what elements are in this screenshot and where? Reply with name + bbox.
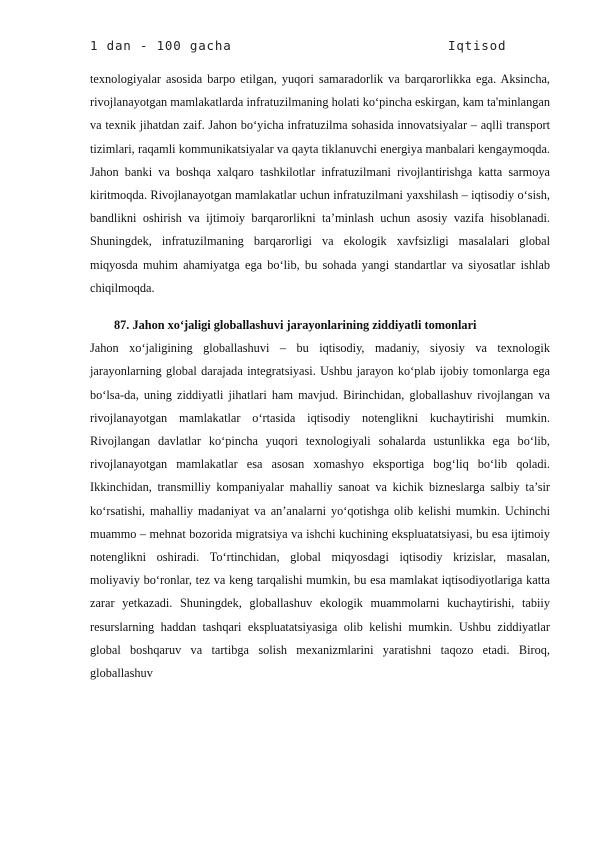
header-subject-label: Iqtisod [448, 38, 507, 53]
page-header [90, 38, 510, 56]
section-spacer [90, 300, 550, 314]
body-paragraph-infrastructure: texnologiyalar asosida barpo etilgan, yuqori samaradorlik va barqarorlikka ega. Aksincha, rivojlanayotgan mamlakatlarda infratuzilmaning holati ko‘pincha eskirgan, kam ta'minlangan va texnik jihatdan zaif. Jahon bo‘yicha infratuzilma sohasida innovatsiyalar – aqlli transport tizimlari, raqamli kommunikatsiyalar va qayta tiklanuvchi energiya manbalari kengaymoqda. Jahon banki va boshqa xalqaro tashkilotlar infratuzilmani rivojlantirishga katta sarmoya kiritmoqda. Rivojlanayotgan mamlakatlar uchun infratuzilmani yaxshilash – iqtisodiy o‘sish, bandlikni oshirish va ijtimoiy barqarorlikni ta’minlash uchun asosiy vazifa hisoblanadi. Shuningdek, infratuzilmaning barqarorligi va ekologik xavfsizligi masalalari global miqyosda muhim ahamiyatga ega bo‘lib, bu sohada yangi standartlar va siyosatlar ishlab chiqilmoqda. [90, 72, 550, 295]
section-heading: 87. Jahon xo‘jaligi globallashuvi jarayonlarining ziddiyatli tomonlari [114, 318, 477, 333]
body-paragraph-globalization: Jahon xo‘jaligining globallashuvi – bu iqtisodiy, madaniy, siyosiy va texnologik jarayonlarning global darajada integratsiyasi. Ushbu jarayon ko‘plab ijobiy tomonlarga ega bo‘lsa-da, uning ziddiyatli jihatlari ham mavjud. Birinchidan, globallashuv rivojlangan va rivojlanayotgan mamlakatlar o‘rtasida iqtisodiy notenglikni kuchaytirishi mumkin. Rivojlangan davlatlar ko‘pincha yuqori texnologiyali sohalarda ustunlikka ega bo‘lib, rivojlanayotgan mamlakatlar esa asosan xomashyo eksportiga bog‘liq bo‘lib qoladi. Ikkinchidan, transmilliy kompaniyalar mahalliy sanoat va kichik bizneslarga salbiy ta’sir ko‘rsatishi, mahalliy madaniyat va an’analarni yo‘qotishga olib kelishi mumkin. Uchinchi muammo – mehnat bozorida migratsiya va ishchi kuchining ekspluatatsiyasi, bu esa ijtimoiy notenglikni oshiradi. To‘rtinchidan, global miqyosdagi iqtisodiy krizislar, masalan, moliyaviy bo‘ronlar, tez va keng tarqalishi mumkin, bu esa mamlakat iqtisodiyotlariga katta zarar yetkazadi. Shuningdek, globallashuv ekologik muammolarni kuchaytirishi, tabiiy resurslarning haddan tashqari ekspluatatsiyasiga olib kelishi mumkin. Ushbu ziddiyatlar global boshqaruv va tartibga solish mexanizmlarini yaratishni taqozo etadi. Biroq, globallashuv [90, 341, 550, 681]
header-range-label: 1 dan - 100 gacha [90, 38, 232, 53]
document-body [90, 68, 550, 685]
